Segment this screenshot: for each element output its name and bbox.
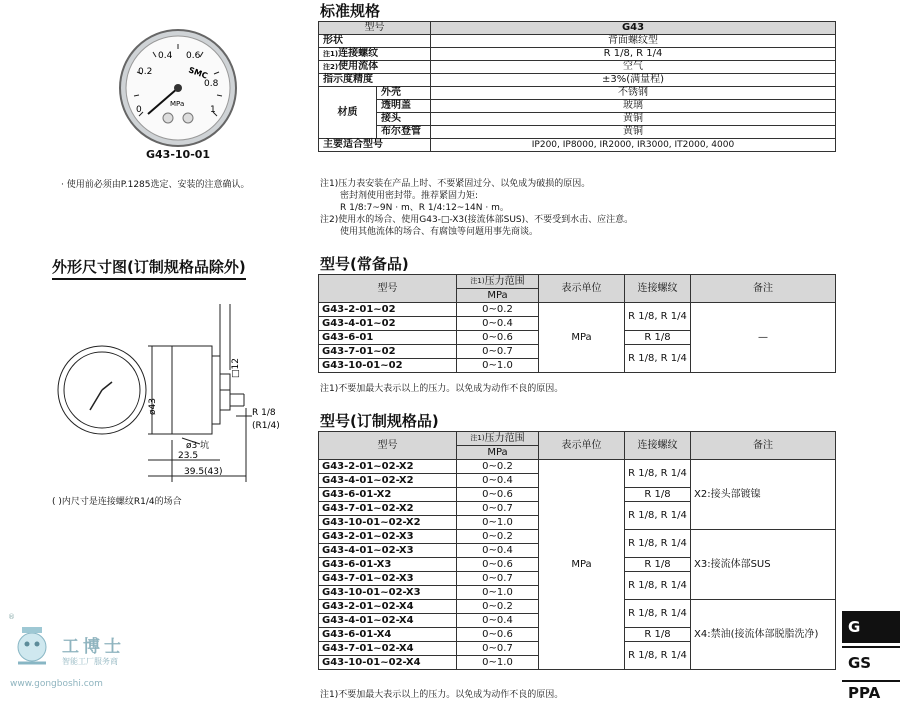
gauge-number-4: 0.8 <box>204 79 219 89</box>
cus-thread-b: R 1/8 <box>625 558 691 572</box>
spec-bourdon-label: 布尔登管 <box>377 126 431 139</box>
spec-accuracy-value: ±3%(满量程) <box>431 74 836 87</box>
dimensions-title: 外形尺寸图(订制规格品除外) <box>52 256 246 280</box>
spec-note-2: 密封剂使用密封带。推荐紧固力矩: <box>340 191 479 201</box>
table-row: G43-4-01~02-X4 <box>319 614 457 628</box>
gauge-number-0: 0 <box>136 105 142 115</box>
dim-235: 23.5 <box>178 451 199 461</box>
cus-thread-a: R 1/8, R 1/4 <box>625 572 691 600</box>
spec-thread-label <box>319 48 431 61</box>
standard-note: 注1)不要加最大表示以上的压力。以免成为动作不良的原因。 <box>320 384 564 394</box>
cus-range: 0~0.7 <box>457 642 539 656</box>
std-range-1: 0~0.4 <box>457 317 539 331</box>
table-row: G43-10-01~02 <box>319 359 457 373</box>
std-h-range <box>457 275 539 289</box>
std-thread-b: R 1/8 <box>625 331 691 345</box>
spec-fluid-text: 使用流体 <box>338 61 379 72</box>
cus-h-unit: 表示单位 <box>539 432 625 460</box>
spec-header-label: 型号 <box>319 22 431 35</box>
spec-applic-value: IP200, IP8000, IR2000, IR3000, IT2000, 4000 <box>431 139 836 152</box>
table-row: G43-10-01~02-X3 <box>319 586 457 600</box>
std-range-3: 0~0.7 <box>457 345 539 359</box>
table-row: G43-2-01~02-X2 <box>319 460 457 474</box>
usage-note: · 使用前必须由P.1285选定、安装的注意确认。 <box>61 180 250 190</box>
dimension-drawing <box>40 290 290 490</box>
cus-range: 0~0.6 <box>457 558 539 572</box>
dim-dia43: ø43 <box>148 398 158 415</box>
cus-range: 0~0.2 <box>457 530 539 544</box>
custom-table <box>318 431 836 670</box>
custom-note: 注1)不要加最大表示以上的压力。以免成为动作不良的原因。 <box>320 690 564 700</box>
std-thread-c: R 1/8, R 1/4 <box>625 345 691 373</box>
spec-thread-text: 连接螺纹 <box>338 48 379 59</box>
std-range-2: 0~0.6 <box>457 331 539 345</box>
std-range-4: 0~1.0 <box>457 359 539 373</box>
spec-note-4: 注2)使用水的场合、使用G43-□-X3(接流体部SUS)、不要受到水击、应注意。 <box>320 215 634 225</box>
side-tab-gs[interactable]: GS <box>842 646 900 676</box>
cus-range: 0~0.4 <box>457 544 539 558</box>
spec-cover-label: 透明盖 <box>377 100 431 113</box>
gauge-number-2: 0.4 <box>158 51 173 61</box>
gauge-unit: MPa <box>170 100 185 108</box>
cus-thread-a: R 1/8, R 1/4 <box>625 460 691 488</box>
gauge-photo <box>108 28 248 148</box>
cus-range: 0~0.4 <box>457 474 539 488</box>
table-row: G43-6-01-X3 <box>319 558 457 572</box>
cus-h-remark: 备注 <box>691 432 836 460</box>
cus-remark-x3: X3:接流体部SUS <box>691 530 836 600</box>
dim-thread-alt: (R1/4) <box>252 421 280 431</box>
cus-range: 0~0.2 <box>457 460 539 474</box>
table-row: G43-4-01~02-X3 <box>319 544 457 558</box>
spec-note-3: R 1/8:7~9N · m、R 1/4:12~14N · m。 <box>340 203 509 213</box>
table-row: G43-7-01~02-X4 <box>319 642 457 656</box>
cus-range: 0~1.0 <box>457 656 539 670</box>
table-row: G43-6-01-X4 <box>319 628 457 642</box>
cus-remark-x4: X4:禁油(接流体部脱脂洗净) <box>691 600 836 670</box>
table-row: G43-10-01~02-X4 <box>319 656 457 670</box>
cus-h-range-text: 压力范围 <box>484 433 525 444</box>
std-h-model: 型号 <box>319 275 457 303</box>
spec-joint-value: 黄铜 <box>431 113 836 126</box>
gauge-brand: SMC <box>187 65 209 81</box>
cus-range: 0~0.7 <box>457 572 539 586</box>
cus-range: 0~0.7 <box>457 502 539 516</box>
gauge-number-1: 0.2 <box>138 67 153 77</box>
table-row: G43-2-01~02 <box>319 303 457 317</box>
cus-range: 0~0.6 <box>457 628 539 642</box>
std-h-unit: 表示单位 <box>539 275 625 303</box>
std-unit: MPa <box>539 303 625 373</box>
gauge-number-3: 0.6 <box>186 51 201 61</box>
table-row: G43-7-01~02-X3 <box>319 572 457 586</box>
std-h-thread: 连接螺纹 <box>625 275 691 303</box>
cus-thread-a: R 1/8, R 1/4 <box>625 502 691 530</box>
cus-range: 0~1.0 <box>457 586 539 600</box>
dim-sq12: □12 <box>231 358 241 378</box>
spec-cover-value: 玻璃 <box>431 100 836 113</box>
std-thread-a: R 1/8, R 1/4 <box>625 303 691 331</box>
watermark-sub: 智能工厂服务商 <box>62 657 118 666</box>
dimensions-note: ( )内尺寸是连接螺纹R1/4的场合 <box>52 497 182 507</box>
spec-accuracy-label: 指示度精度 <box>319 74 431 87</box>
table-row: G43-6-01-X2 <box>319 488 457 502</box>
cus-thread-a: R 1/8, R 1/4 <box>625 600 691 628</box>
watermark-logo-icon <box>8 617 68 677</box>
spec-material-label: 材质 <box>319 87 377 139</box>
spec-joint-label: 接头 <box>377 113 431 126</box>
standard-title: 型号(常备品) <box>320 255 409 273</box>
table-row: G43-10-01~02-X2 <box>319 516 457 530</box>
product-caption: G43-10-01 <box>146 148 211 161</box>
table-row: G43-4-01~02 <box>319 317 457 331</box>
table-row: G43-7-01~02 <box>319 345 457 359</box>
table-row: G43-2-01~02-X4 <box>319 600 457 614</box>
spec-shape-label: 形状 <box>319 35 431 48</box>
std-h-remark: 备注 <box>691 275 836 303</box>
cus-range: 0~1.0 <box>457 516 539 530</box>
spec-applic-label: 主要适合型号 <box>319 139 431 152</box>
std-remark: — <box>691 303 836 373</box>
spec-note-5: 使用其他流体的场合、有腐蚀等问题用事先商谈。 <box>340 227 539 237</box>
table-row: G43-7-01~02-X2 <box>319 502 457 516</box>
watermark-brand: 工博士 <box>62 637 125 657</box>
cus-h-range-unit: MPa <box>457 446 539 460</box>
spec-shape-value: 背面螺纹型 <box>431 35 836 48</box>
side-tab-ppa[interactable]: PPA <box>842 680 900 703</box>
cus-remark-x2: X2:接头部镀镍 <box>691 460 836 530</box>
spec-header-value: G43 <box>431 22 836 35</box>
std-h-range-unit: MPa <box>457 289 539 303</box>
spec-thread-value: R 1/8, R 1/4 <box>431 48 836 61</box>
side-tab-g[interactable]: G <box>842 611 900 643</box>
spec-thread-sup: 注1) <box>323 50 339 58</box>
cus-range: 0~0.4 <box>457 614 539 628</box>
cus-thread-a: R 1/8, R 1/4 <box>625 530 691 558</box>
spec-bourdon-value: 黄铜 <box>431 126 836 139</box>
dim-hole: ø3 坑 <box>186 441 210 451</box>
cus-h-range-sup: 注1) <box>470 434 485 442</box>
custom-title: 型号(订制规格品) <box>320 412 439 430</box>
standard-table <box>318 274 836 373</box>
spec-fluid-label <box>319 61 431 74</box>
spec-fluid-sup: 注2) <box>323 63 339 71</box>
cus-unit: MPa <box>539 460 625 670</box>
table-row: G43-2-01~02-X3 <box>319 530 457 544</box>
std-range-0: 0~0.2 <box>457 303 539 317</box>
watermark-reg: ® <box>8 613 15 621</box>
cus-range: 0~0.6 <box>457 488 539 502</box>
dim-thread: R 1/8 <box>252 408 276 418</box>
std-h-range-sup: 注1) <box>470 277 485 285</box>
watermark-url: www.gongboshi.com <box>10 679 103 689</box>
spec-title: 标准规格 <box>320 2 381 20</box>
cus-thread-b: R 1/8 <box>625 488 691 502</box>
spec-case-label: 外壳 <box>377 87 431 100</box>
table-row: G43-6-01 <box>319 331 457 345</box>
cus-h-thread: 连接螺纹 <box>625 432 691 460</box>
spec-note-1: 注1)压力表安装在产品上时、不要紧固过分、以免成为破损的原因。 <box>320 179 591 189</box>
cus-range: 0~0.2 <box>457 600 539 614</box>
cus-h-range <box>457 432 539 446</box>
dim-395: 39.5(43) <box>184 467 223 477</box>
gauge-number-5: 1 <box>210 105 216 115</box>
cus-h-model: 型号 <box>319 432 457 460</box>
spec-notes <box>320 178 633 238</box>
spec-table <box>318 21 836 152</box>
cus-thread-b: R 1/8 <box>625 628 691 642</box>
spec-fluid-value: 空气 <box>431 61 836 74</box>
spec-case-value: 不锈钢 <box>431 87 836 100</box>
cus-thread-a: R 1/8, R 1/4 <box>625 642 691 670</box>
table-row: G43-4-01~02-X2 <box>319 474 457 488</box>
std-h-range-text: 压力范围 <box>484 276 525 287</box>
